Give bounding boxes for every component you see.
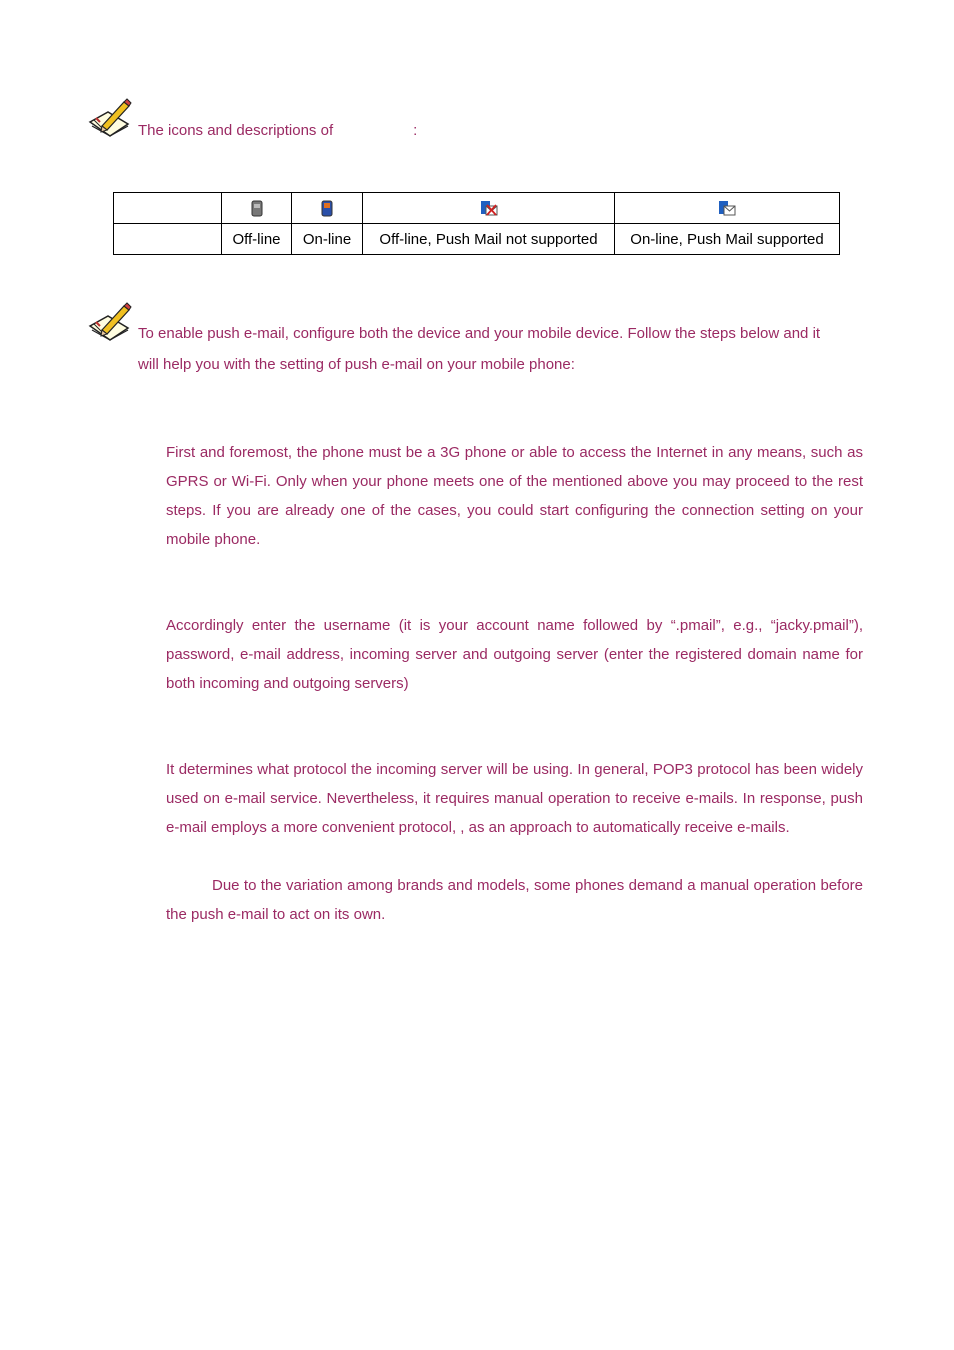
note-pencil-icon bbox=[88, 300, 132, 342]
table-cell: On-line bbox=[292, 224, 363, 255]
table-cell-icon bbox=[615, 193, 840, 224]
table-cell: On-line, Push Mail supported bbox=[615, 224, 840, 255]
phone-offline-icon bbox=[248, 199, 266, 217]
push-mail-supported-icon bbox=[718, 199, 736, 217]
table-cell bbox=[114, 224, 222, 255]
push-mail-unsupported-icon bbox=[480, 199, 498, 217]
table-cell: Off-line bbox=[222, 224, 292, 255]
table-cell-empty bbox=[114, 193, 222, 224]
push-email-intro-line-2: will help you with the setting of push e-mail on your mobile phone: bbox=[138, 356, 575, 373]
step-paragraph-protocol: It determines what protocol the incoming server will be using. In general, POP3 protocol has been widely used on e-mail service. Nevertheless, it requires manual operation to receive e-mails. In response, push e-mail employs a more convenient protocol, , as an approach to automatically receive e-mails. bbox=[166, 761, 863, 836]
icons-intro-colon: : bbox=[413, 122, 418, 139]
push-email-intro-line-1: To enable push e-mail, configure both the device and your mobile device. Follow the steps below and it bbox=[138, 325, 821, 342]
table-row-icons bbox=[114, 193, 840, 224]
table-cell-icon bbox=[222, 193, 292, 224]
step-paragraph-note: Due to the variation among brands and models, some phones demand a manual operation before the push e-mail to act on its own. bbox=[166, 877, 863, 923]
table-cell-icon bbox=[292, 193, 363, 224]
table-cell: Off-line, Push Mail not supported bbox=[363, 224, 615, 255]
step-paragraph-connection: First and foremost, the phone must be a 3G phone or able to access the Internet in any means, such as GPRS or Wi-Fi. Only when your phone meets one of the mentioned above you may proceed to the rest steps. If you are already one of the cases, you could start configuring the connection setting on your mobile phone. bbox=[166, 444, 863, 548]
icons-intro-label: The icons and descriptions of bbox=[138, 122, 334, 139]
icons-intro-text bbox=[138, 120, 417, 142]
table-row-descriptions bbox=[114, 224, 840, 255]
phone-online-icon bbox=[318, 199, 336, 217]
status-icons-table bbox=[113, 192, 840, 255]
step-paragraph-account: Accordingly enter the username (it is your account name followed by “.pmail”, e.g., “jacky.pmail”), password, e-mail address, incoming server and outgoing server (enter the registered domain name for both incoming and outgoing servers) bbox=[166, 617, 863, 692]
table-cell-icon bbox=[363, 193, 615, 224]
note-pencil-icon bbox=[88, 96, 132, 138]
